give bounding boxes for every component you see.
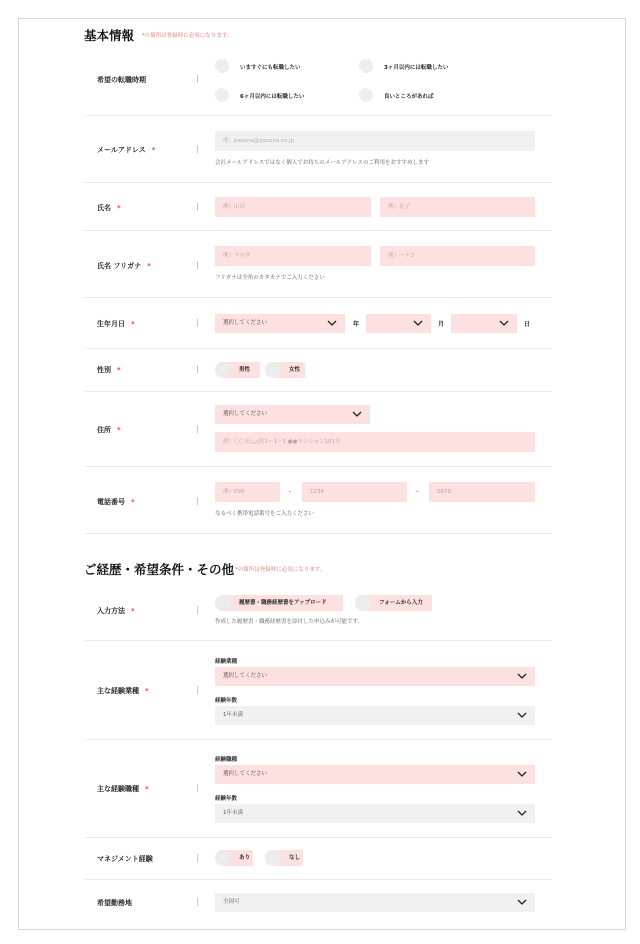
address-detail-input[interactable]: 例）〇〇市△△町1ー1ー1 ●●マンション101号 bbox=[215, 432, 535, 452]
separator bbox=[197, 203, 198, 211]
upload-resume-option[interactable] bbox=[215, 595, 343, 611]
chevron-down-icon bbox=[517, 711, 527, 719]
separator bbox=[197, 686, 198, 694]
divider bbox=[85, 348, 552, 349]
radio-circle bbox=[215, 595, 231, 611]
radio-circle bbox=[355, 595, 371, 611]
separator bbox=[197, 854, 198, 862]
label-timing: 希望の転職時期 bbox=[97, 76, 146, 84]
label-management: マネジメント経験 bbox=[97, 855, 153, 863]
separator bbox=[197, 261, 198, 269]
radio-label: 6ヶ月以内には転職したい bbox=[240, 94, 305, 100]
label-occupation: 主な経験職種 * bbox=[97, 785, 149, 793]
radio-circle bbox=[265, 362, 281, 378]
radio-label: 3ヶ月以内には転職したい bbox=[384, 65, 449, 71]
label-address: 住所 * bbox=[97, 426, 121, 434]
radio-timing-3months[interactable] bbox=[359, 59, 373, 73]
phone-part3-input[interactable]: 5678 bbox=[429, 482, 535, 502]
birth-month-select[interactable] bbox=[366, 314, 431, 333]
separator bbox=[197, 365, 198, 373]
option-label: フォームから入力 bbox=[379, 600, 423, 606]
chevron-down-icon bbox=[327, 319, 337, 327]
option-label: 女性 bbox=[289, 367, 301, 373]
phone-help-text: なるべく携帯電話番号をご入力ください bbox=[215, 511, 315, 517]
phone-part2-input[interactable]: 1234 bbox=[302, 482, 407, 502]
label-birthdate: 生年月日 * bbox=[97, 320, 135, 328]
chevron-down-icon bbox=[517, 809, 527, 817]
day-unit: 日 bbox=[524, 321, 531, 328]
form-input-option[interactable] bbox=[355, 595, 432, 611]
gender-female-option[interactable] bbox=[265, 362, 305, 378]
input-method-help-text: 作成した履歴書・職務経歴書を添付した申込みが可能です。 bbox=[215, 619, 364, 625]
divider bbox=[85, 230, 552, 231]
label-kana: 氏名 フリガナ * bbox=[97, 262, 151, 270]
required-note: *の箇所は登録時に必須になります。 bbox=[142, 33, 233, 39]
occupation-years-sublabel: 経験年数 bbox=[215, 796, 238, 802]
email-input[interactable]: 例）pasona@pasona.co.jp bbox=[215, 131, 535, 151]
radio-circle bbox=[215, 850, 231, 866]
phone-part1-input[interactable]: 例）090 bbox=[215, 482, 280, 502]
divider bbox=[85, 533, 552, 534]
phone-separator: - bbox=[289, 488, 292, 495]
divider bbox=[85, 297, 552, 298]
option-label: 履歴書・職務経歴書をアップロード bbox=[239, 600, 327, 606]
industry-select[interactable]: 選択してください bbox=[215, 667, 535, 686]
separator bbox=[197, 145, 198, 153]
industry-years-sublabel: 経験年数 bbox=[215, 698, 238, 704]
label-location: 希望勤務地 bbox=[97, 899, 132, 907]
label-email: メールアドレス * bbox=[97, 146, 156, 154]
gender-male-option[interactable] bbox=[215, 362, 260, 378]
year-unit: 年 bbox=[353, 321, 360, 328]
divider bbox=[85, 115, 552, 116]
divider bbox=[85, 466, 552, 467]
occupation-years-select[interactable]: 1年未満 bbox=[215, 804, 535, 823]
chevron-down-icon bbox=[413, 319, 423, 327]
label-gender: 性別 * bbox=[97, 366, 121, 374]
divider bbox=[85, 640, 552, 641]
radio-circle bbox=[265, 850, 281, 866]
option-label: 男性 bbox=[239, 367, 251, 373]
radio-circle bbox=[215, 362, 231, 378]
month-unit: 月 bbox=[438, 321, 445, 328]
email-help-text: 会社メールアドレスではなく個人でお持ちのメールアドレスのご利用をおすすめします bbox=[215, 160, 430, 166]
separator bbox=[197, 898, 198, 906]
occupation-sublabel: 経験職種 bbox=[215, 757, 238, 763]
divider bbox=[85, 182, 552, 183]
label-industry: 主な経験業種 * bbox=[97, 687, 149, 695]
kana-help-text: フリガナは全角のカタカナでご入力ください bbox=[215, 275, 325, 281]
section-title-basic: 基本情報 bbox=[84, 28, 135, 43]
divider bbox=[85, 739, 552, 740]
first-name-kana-input[interactable]: 例）ハナコ bbox=[380, 246, 535, 266]
divider bbox=[85, 879, 552, 880]
separator bbox=[197, 75, 198, 83]
section-title-career: ご経歴・希望条件・その他 bbox=[84, 562, 235, 577]
management-no-option[interactable] bbox=[265, 850, 303, 866]
chevron-down-icon bbox=[499, 319, 509, 327]
separator bbox=[197, 425, 198, 433]
chevron-down-icon bbox=[517, 672, 527, 680]
option-label: あり bbox=[239, 855, 251, 861]
industry-sublabel: 経験業種 bbox=[215, 659, 238, 665]
label-input-method: 入力方法 * bbox=[97, 607, 135, 615]
birth-day-select[interactable] bbox=[451, 314, 517, 333]
required-note: *の箇所は登録時に必須になります。 bbox=[235, 567, 326, 573]
separator bbox=[197, 497, 198, 505]
divider bbox=[85, 391, 552, 392]
divider bbox=[85, 837, 552, 838]
phone-separator: - bbox=[416, 488, 419, 495]
label-name: 氏名 * bbox=[97, 204, 121, 212]
prefecture-select[interactable]: 選択してください bbox=[215, 405, 370, 424]
chevron-down-icon bbox=[352, 410, 362, 418]
radio-timing-anytime[interactable] bbox=[359, 88, 373, 102]
location-select[interactable]: 全国可 bbox=[215, 893, 535, 912]
separator bbox=[197, 606, 198, 614]
chevron-down-icon bbox=[517, 770, 527, 778]
option-label: なし bbox=[289, 855, 301, 861]
occupation-select[interactable]: 選択してください bbox=[215, 765, 535, 784]
separator bbox=[197, 319, 198, 327]
birth-year-select[interactable]: 選択してください bbox=[215, 314, 345, 333]
radio-timing-now[interactable] bbox=[215, 59, 229, 73]
first-name-input[interactable]: 例）花子 bbox=[380, 197, 535, 217]
radio-label: 良いところがあれば bbox=[384, 94, 434, 100]
label-phone: 電話番号 * bbox=[97, 498, 135, 506]
radio-timing-6months[interactable] bbox=[215, 88, 229, 102]
industry-years-select[interactable]: 1年未満 bbox=[215, 706, 535, 725]
last-name-kana-input[interactable]: 例）ヤマダ bbox=[215, 246, 371, 266]
management-yes-option[interactable] bbox=[215, 850, 253, 866]
last-name-input[interactable]: 例）山田 bbox=[215, 197, 371, 217]
chevron-down-icon bbox=[517, 898, 527, 906]
separator bbox=[197, 784, 198, 792]
radio-label: いますぐにも転職したい bbox=[240, 65, 301, 71]
